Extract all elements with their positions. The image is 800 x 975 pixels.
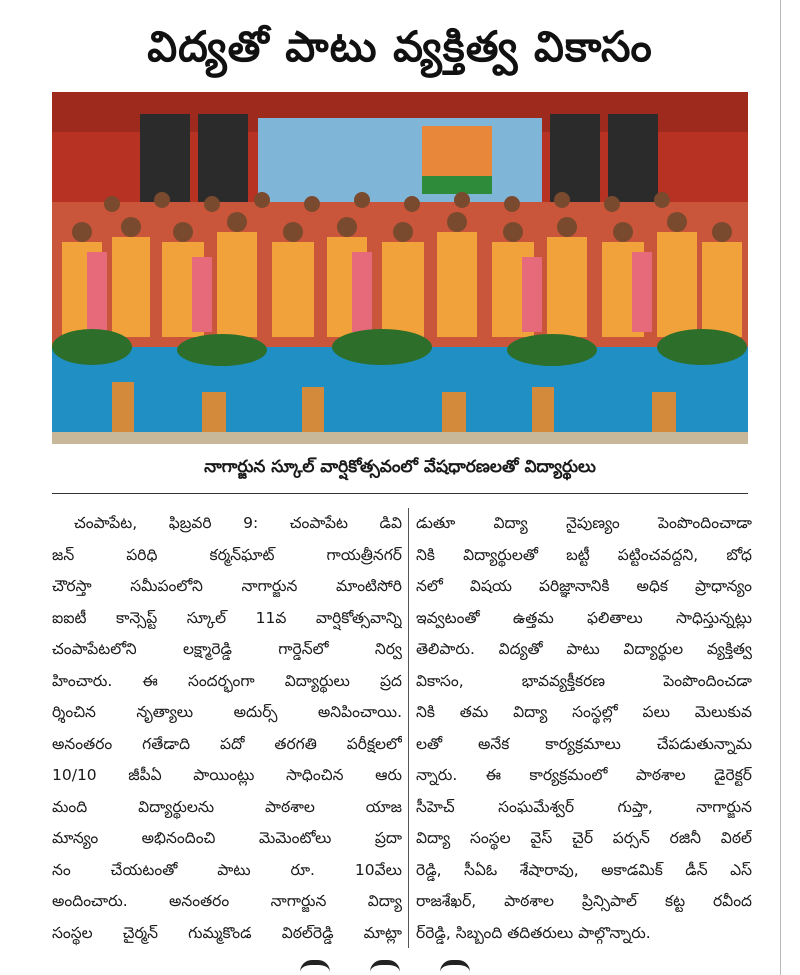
body-line: సీహెచ్ సంఘమేశ్వర్ గుప్తా, నాగార్జున [416, 797, 752, 816]
body-line: 10/10 జీపీఏ పాయింట్లు సాధించిన ఆరు [52, 766, 402, 784]
body-line: మాన్యం అభినందించి మెమెంటోలు ప్రదా [52, 829, 402, 847]
body-line: మంది విద్యార్థులను పాఠశాల యాజ [52, 797, 402, 816]
body-line: న్నారు. ఈ కార్యక్రమంలో పాఠశాల డైరెక్టర్ [416, 766, 752, 784]
body-line: చౌరస్తా సమీపంలోని నాగార్జున మాంటిసోరి [52, 577, 402, 595]
body-line: లతో అనేక కార్యక్రమాలు చేపడుతున్నామ [416, 734, 752, 753]
body-line: రెడ్డి, సీఏఓ శేషారావు, అకాడమిక్ డీన్ ఎస్ [416, 860, 752, 879]
body-line: చంపాపేట, ఫిబ్రవరి 9: చంపాపేట డివి [74, 514, 402, 532]
photo-illustration [52, 92, 748, 444]
body-line: నికి తమ విద్యా సంస్థల్లో పలు మెలుకువ [416, 703, 752, 721]
column-divider [408, 508, 409, 948]
body-line: హించారు. ఈ సందర్భంగా విద్యార్థులు ప్రద [52, 671, 402, 690]
photo-caption: నాగార్జున స్కూల్ వార్షికోత్సవంలో వేషధారణలతో విద్యార్థులు [204, 457, 596, 477]
body-line: రాజశేఖర్, పాఠశాల ప్రిన్సిపాల్ కట్ట రవీంద [416, 892, 752, 910]
article-photo [52, 92, 748, 444]
next-article-fragment [300, 960, 550, 975]
body-line: సంస్థల చైర్మన్ గుమ్మకొండ విఠల్‌రెడ్డి మాట్లా [52, 923, 402, 942]
body-line: నలో విషయ పరిజ్ఞానానికి అధిక ప్రాధాన్యం [416, 577, 752, 595]
body-line: డుతూ విద్యా నైపుణ్యం పెంపొందించాడా [416, 514, 752, 532]
body-line: అందించారు. అనంతరం నాగార్జున విద్యా [52, 892, 402, 910]
article-headline: విద్యతో పాటు వ్యక్తిత్వ వికాసం [147, 22, 653, 71]
page-edge-rule [780, 0, 781, 975]
body-line: ర్శించిన నృత్యాలు అదుర్స్ అనిపించాయి. [52, 703, 402, 721]
article-body-right-column [416, 508, 752, 948]
body-line: అనంతరం గతేడాది పదో తరగతి పరీక్షలలో [52, 734, 402, 753]
body-line: నికి విద్యార్థులతో బట్టీ పట్టించవద్దని, బోధ [416, 545, 752, 564]
body-line: నం చేయటంతో పాటు రూ. 10వేలు [52, 860, 402, 879]
body-line: వికాసం, భావవ్యక్తీకరణ పెంపొందించడా [416, 671, 752, 690]
body-line: ఇవ్వటంతో ఉత్తమ ఫలితాలు సాధిస్తున్నట్లు [416, 608, 752, 627]
body-line: విద్యా సంస్థల వైస్ చైర్ పర్సన్ రజినీ విఠల్ [416, 829, 752, 847]
body-line: ఐఐటీ కాన్సెప్ట్ స్కూల్ 11వ వార్షికోత్సవాన్ని [52, 608, 402, 627]
body-line: జన్ పరిధి కర్మన్‌ఘాట్ గాయత్రీనగర్ [52, 545, 402, 564]
body-line: ర్‌రెడ్డి, సిబ్బంది తదితరులు పాల్గొన్నారు. [416, 923, 651, 942]
body-line: తెలిపారు. విద్యతో పాటు విద్యార్థుల వ్యక్తిత్వ [416, 640, 752, 658]
body-line: చంపాపేటలోని లక్ష్మారెడ్డి గార్డెన్‌లో నిర్వ [52, 640, 402, 658]
article-body-left-column [52, 508, 402, 948]
caption-divider [52, 493, 748, 494]
